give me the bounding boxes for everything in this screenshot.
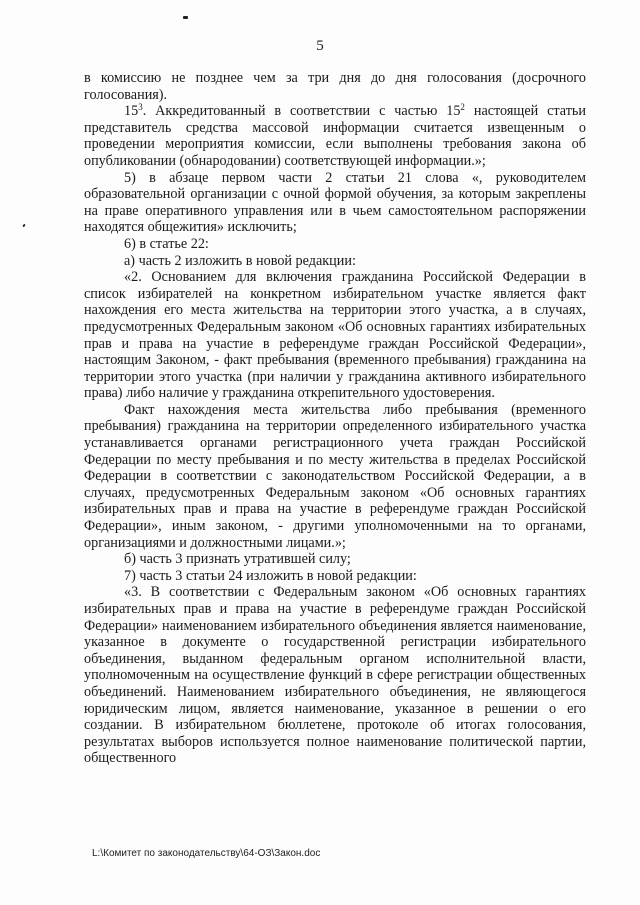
paragraph-text: настоящей статьи представитель средства массовой информации считается извещенным о проведении мероприятия комиссии, если выполнены требования закона об опубликовании (обнародовании) соответствующей информации.»; [84,103,586,169]
document-body [84,70,586,767]
page-number: 5 [316,38,324,54]
paragraph: 6) в статье 22: [124,235,209,252]
paragraph: «3. В соответствии с Федеральным законом «Об основных гарантиях избирательных прав и права на участие в референдуме граждан Российской Федерации» наименованием избирательного объединения является наименование, указанное в документе о государственной регистрации избирательного объединения, выданном федеральным органом исполнительной власти, уполномоченным на осуществление функций в сфере регистрации общественных объединений. Наименованием избирательного объединения, не являющегося юридическим лицом, является наименование, указанное в решении о его создании. В избирательном бюллетене, протоколе об итогах голосования, результатах выборов используется полное наименование политической партии, общественного [84,584,586,767]
clause-number: 15 [124,103,139,120]
paragraph: «2. Основанием для включения гражданина Российской Федерации в список избирателей на конкретном избирательном участке является факт нахождения его места жительства на территории этого участка, а в случаях, предусмотренных Федеральным законом «Об основных гарантиях избирательных прав и права на участие в референдуме граждан Российской Федерации», настоящим Законом, - факт пребывания (временного пребывания) гражданина на территории этого участка (при наличии у гражданина активного избирательного права) либо наличие у гражданина открепительного удостоверения. [84,269,586,402]
paragraph: Факт нахождения места жительства либо пребывания (временного пребывания) гражданина на территории определенного избирательного участка устанавливается органами регистрационного учета граждан Российской Федерации по месту пребывания и по месту жительства в пределах Российской Федерации в соответствии с законодательством Российской Федерации, а в случаях, предусмотренных Федеральным законом «Об основных гарантиях избирательных прав и права на участие в референдуме граждан Российской Федерации», иным законом, - другими уполномоченными на то органами, организациями и должностными лицами.»; [84,401,586,551]
superscript: 3 [138,102,143,113]
paragraph: 7) часть 3 статьи 24 изложить в новой редакции: [124,567,417,584]
superscript: 2 [460,102,465,113]
paragraph [84,103,586,169]
scan-speck [183,16,188,19]
paragraph: а) часть 2 изложить в новой редакции: [124,252,356,269]
paragraph: в комиссию не позднее чем за три дня до дня голосования (досрочного голосования). [84,70,586,103]
paragraph: 5) в абзаце первом части 2 статьи 21 слова «, руководителем образовательной организации с очной формой обучения, за которым закреплены на праве оперативного управления или в чьем самостоятельном распоряжении находятся общежития» исключить; [84,169,586,236]
scan-speck [22,224,25,228]
file-path-footer: L:\Комитет по законодательству\64-ОЗ\Закон.doc [92,848,321,859]
paragraph-text: . Аккредитованный в соответствии с частью 15 [142,103,461,120]
paragraph: б) часть 3 признать утратившей силу; [124,551,351,568]
